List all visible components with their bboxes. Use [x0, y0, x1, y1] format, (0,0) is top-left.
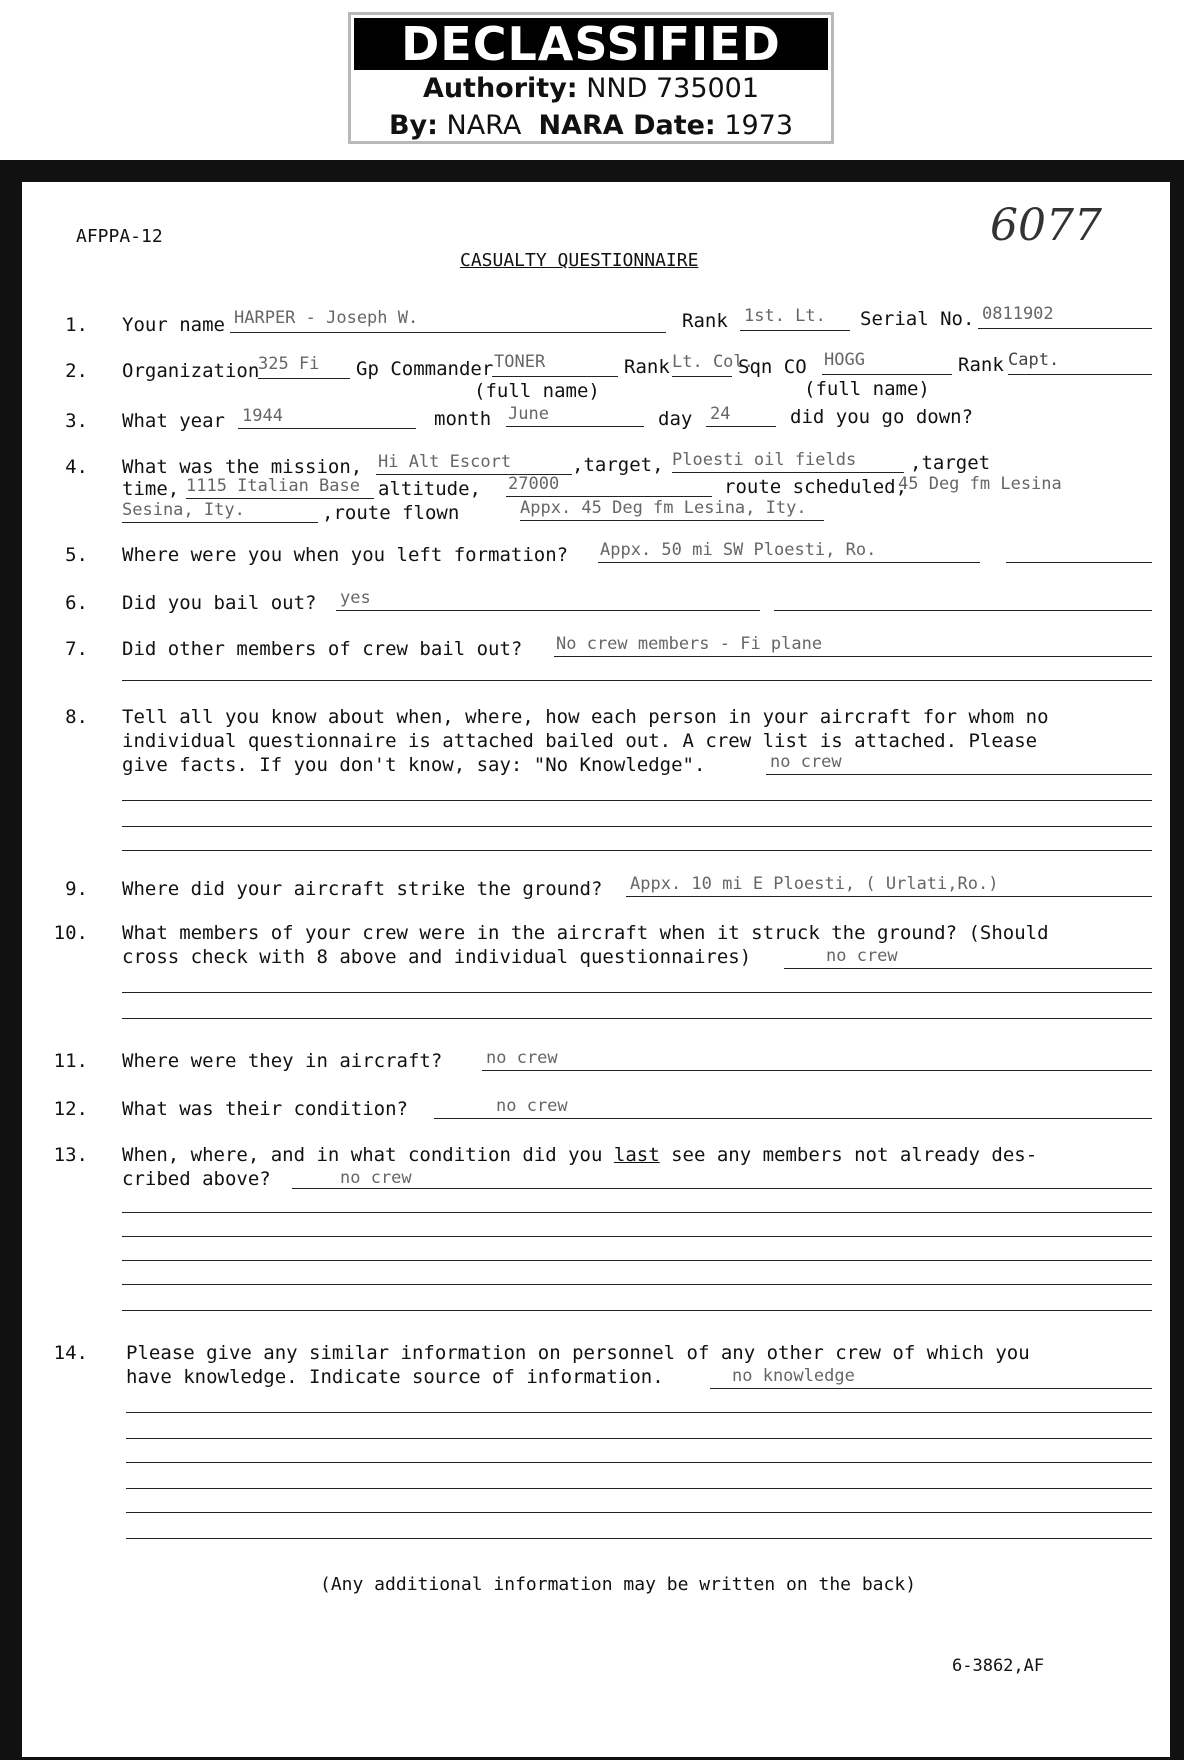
- q4-alt-label: altitude,: [378, 478, 481, 500]
- q14-answer-line: [710, 1388, 1152, 1389]
- q6-number: 6.: [65, 592, 88, 614]
- q14-line-e: [126, 1512, 1152, 1513]
- q10-line-2: cross check with 8 above and individual questionnaires): [122, 946, 752, 968]
- q9-answer: Appx. 10 mi E Ploesti, ( Urlati,Ro.): [630, 874, 999, 894]
- q8-number: 8.: [65, 706, 88, 728]
- q1-name-answer: HARPER - Joseph W.: [234, 308, 419, 328]
- q6-line-1: [336, 610, 760, 611]
- q14-line-d: [126, 1488, 1152, 1489]
- q7-answer: No crew members - Fi plane: [556, 634, 823, 654]
- file-number: 6077: [990, 200, 1102, 251]
- q8-line-2: individual questionnaire is attached bailed out. A crew list is attached. Please: [122, 730, 1038, 752]
- q2-full-name-2: (full name): [804, 378, 930, 400]
- q1-number: 1.: [65, 314, 88, 336]
- q13-line-c: [122, 1260, 1152, 1261]
- q7-line-1: [554, 656, 1152, 657]
- q12-answer: no crew: [496, 1096, 568, 1116]
- q4-time-line: [186, 498, 374, 499]
- q3-label: What year: [122, 410, 225, 432]
- q4-altitude-answer: 27000: [508, 474, 560, 494]
- q13-line-2: cribed above?: [122, 1168, 271, 1190]
- q3-year-line: [238, 428, 416, 429]
- q2-sqn-label: Sqn CO: [738, 356, 807, 378]
- q2-sqn-rank-answer: Capt.: [1008, 350, 1060, 370]
- q5-line-1: [598, 562, 980, 563]
- q4-mission-answer: Hi Alt Escort: [378, 452, 512, 472]
- q1-serial-answer: 0811902: [982, 304, 1054, 324]
- q14-line-2: have knowledge. Indicate source of information.: [126, 1366, 664, 1388]
- q11-label: Where were they in aircraft?: [122, 1050, 443, 1072]
- q2-org-line: [258, 378, 350, 379]
- q2-sqn-answer: HOGG: [824, 350, 865, 370]
- q1-rank-label: Rank: [682, 310, 728, 332]
- q2-rank2-label: Rank: [958, 354, 1004, 376]
- q2-org-answer: 325 Fi: [258, 354, 320, 374]
- q1-serial-label: Serial No.: [860, 308, 975, 330]
- q12-line: [434, 1118, 1152, 1119]
- q5-number: 5.: [65, 544, 88, 566]
- q14-line-f: [126, 1538, 1152, 1539]
- form-title: CASUALTY QUESTIONNAIRE: [460, 250, 699, 271]
- q13-line-d: [122, 1284, 1152, 1285]
- q3-number: 3.: [65, 410, 88, 432]
- q4-route-sched-label: route scheduled,: [724, 476, 908, 498]
- q8-line-1: Tell all you know about when, where, how each person in your aircraft for whom no: [122, 706, 1049, 728]
- q10-line-a: [122, 992, 1152, 993]
- q2-sqn-line: [822, 374, 952, 375]
- q4-route-sched-answer-2: Sesina, Ity.: [122, 500, 245, 520]
- q5-label: Where were you when you left formation?: [122, 544, 569, 566]
- q12-number: 12.: [53, 1098, 88, 1120]
- q13-number: 13.: [53, 1144, 88, 1166]
- q5-line-2: [1006, 562, 1152, 563]
- q8-answer: no crew: [770, 752, 842, 772]
- q6-line-2: [774, 610, 1152, 611]
- q4-target-label: ,target,: [572, 454, 664, 476]
- q1-rank-answer: 1st. Lt.: [744, 306, 826, 326]
- q4-number: 4.: [65, 456, 88, 478]
- q3-tail: did you go down?: [790, 406, 974, 428]
- q9-number: 9.: [65, 878, 88, 900]
- q8-line-a: [122, 800, 1152, 801]
- q10-line-b: [122, 1018, 1152, 1019]
- stamp-title: DECLASSIFIED: [354, 18, 828, 70]
- q14-line-c: [126, 1462, 1152, 1463]
- q2-label: Organization: [122, 360, 260, 382]
- q10-answer: no crew: [826, 946, 898, 966]
- q7-number: 7.: [65, 638, 88, 660]
- q1-serial-line: [978, 328, 1152, 329]
- stamp-by-date: By: NARA NARA Date: 1973: [388, 110, 794, 141]
- q13-line-1: When, where, and in what condition did you last see any members not already des-: [122, 1144, 1038, 1166]
- form-code: AFPPA-12: [76, 226, 163, 247]
- q14-answer: no knowledge: [732, 1366, 855, 1386]
- scanned-document: [0, 160, 1184, 1760]
- q2-gp-answer: TONER: [494, 352, 546, 372]
- q1-name-line: [230, 332, 666, 333]
- q1-label: Your name: [122, 314, 225, 336]
- q4-time-answer: 1115 Italian Base: [186, 476, 360, 496]
- q3-day-line: [706, 426, 776, 427]
- q8-line-b: [122, 826, 1152, 827]
- q1-rank-line: [740, 330, 850, 331]
- q4-route-sched-answer: 45 Deg fm Lesina: [898, 474, 1062, 494]
- q2-sqn-rank-line: [1008, 374, 1152, 375]
- q4-route-flown-line: [520, 520, 824, 521]
- q14-line-1: Please give any similar information on personnel of any other crew of which you: [126, 1342, 1030, 1364]
- q2-rank-label: Rank: [624, 356, 670, 378]
- q4-label: What was the mission,: [122, 456, 363, 478]
- q9-line: [626, 896, 1152, 897]
- q3-month-answer: June: [508, 404, 549, 424]
- q4-target2-label: ,target: [910, 452, 991, 474]
- q13-answer-line: [292, 1188, 1152, 1189]
- q2-gp-rank-line: [672, 376, 732, 377]
- q12-label: What was their condition?: [122, 1098, 408, 1120]
- q14-line-b: [126, 1438, 1152, 1439]
- q10-answer-line: [784, 968, 1152, 969]
- q3-day-answer: 24: [710, 404, 731, 424]
- q13-answer: no crew: [340, 1168, 412, 1188]
- q2-number: 2.: [65, 360, 88, 382]
- q3-month-line: [506, 426, 644, 427]
- q2-full-name-1: (full name): [474, 380, 600, 402]
- form-paper: [22, 182, 1170, 1757]
- q14-line-a: [126, 1412, 1152, 1413]
- q4-time-label: time,: [122, 478, 180, 500]
- q6-label: Did you bail out?: [122, 592, 317, 614]
- q4-route-sched-line: [122, 522, 318, 523]
- q14-number: 14.: [53, 1342, 88, 1364]
- q8-answer-line: [766, 774, 1152, 775]
- q10-number: 10.: [53, 922, 88, 944]
- q2-gp-line: [492, 376, 618, 377]
- q4-target-line: [672, 472, 904, 473]
- q2-gp-rank-answer: Lt. Col.: [672, 352, 754, 372]
- q6-answer: yes: [340, 588, 371, 608]
- q3-day-label: day: [658, 408, 693, 430]
- q13-line-b: [122, 1236, 1152, 1237]
- form-number: 6-3862,AF: [952, 1656, 1045, 1676]
- q9-label: Where did your aircraft strike the ground?: [122, 878, 603, 900]
- q10-line-1: What members of your crew were in the aircraft when it struck the ground? (Should: [122, 922, 1049, 944]
- q5-answer: Appx. 50 mi SW Ploesti, Ro.: [600, 540, 877, 560]
- q3-month-label: month: [434, 408, 492, 430]
- q11-line: [482, 1070, 1152, 1071]
- q7-label: Did other members of crew bail out?: [122, 638, 523, 660]
- declassified-stamp: [348, 12, 834, 144]
- q8-line-c: [122, 850, 1152, 851]
- q4-altitude-line: [506, 496, 712, 497]
- q3-year-answer: 1944: [242, 406, 283, 426]
- q8-line-3: give facts. If you don't know, say: "No Knowledge".: [122, 754, 706, 776]
- stamp-authority: Authority: NND 735001: [422, 73, 760, 104]
- q11-number: 11.: [53, 1050, 88, 1072]
- q7-line-2: [122, 680, 1152, 681]
- q13-line-e: [122, 1310, 1152, 1311]
- q4-route-flown-answer: Appx. 45 Deg fm Lesina, Ity.: [520, 498, 807, 518]
- q4-target-answer: Ploesti oil fields: [672, 450, 857, 470]
- q11-answer: no crew: [486, 1048, 558, 1068]
- q4-route-flown-label: ,route flown: [322, 502, 460, 524]
- footer-note: (Any additional information may be written on the back): [320, 1574, 917, 1595]
- q13-line-a: [122, 1212, 1152, 1213]
- q2-gp-label: Gp Commander: [356, 358, 494, 380]
